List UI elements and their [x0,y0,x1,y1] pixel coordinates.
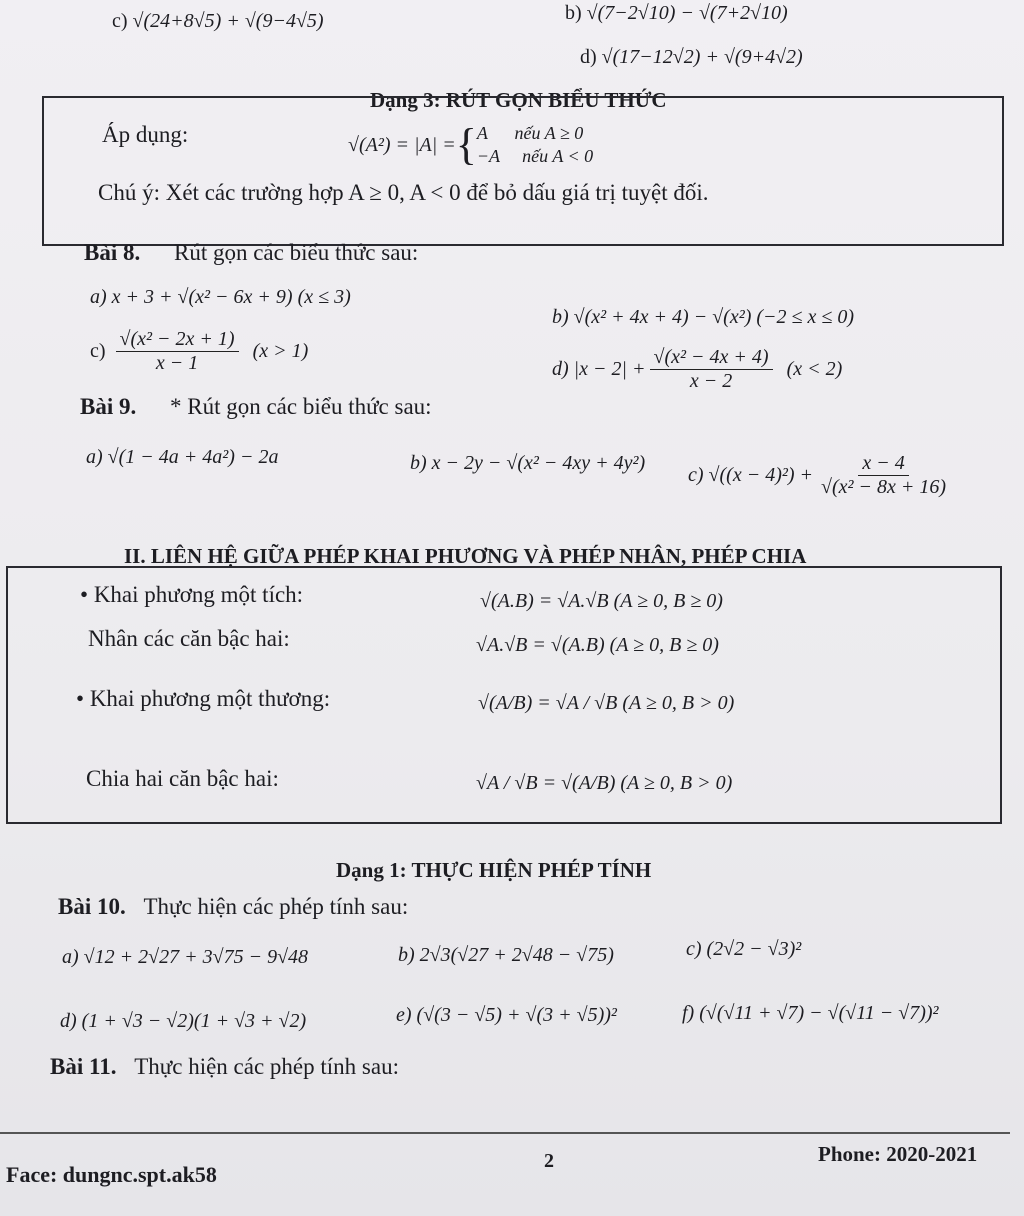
bai8-c-condition: (x > 1) [252,340,309,362]
bai9-c-label: c) √((x − 4)²) + [688,464,814,486]
bai8-d-numerator: √(x² − 4x + 4) [650,346,773,370]
bai8-b: b) √(x² + 4x + 4) − √(x²) (−2 ≤ x ≤ 0) [552,306,855,328]
footer-phone: Phone: 2020-2021 [818,1142,978,1166]
section2-row1 [80,582,303,608]
dang3-title: Dạng 3: RÚT GỌN BIỂU THỨC [370,88,667,112]
section2-row3-formula: √(A/B) = √A / √B (A ≥ 0, B > 0) [478,692,735,714]
bai8-a: a) x + 3 + √(x² − 6x + 9) (x ≤ 3) [90,286,351,308]
bai11-title-row [50,1054,399,1080]
section2-row4-label: Chia hai căn bậc hai: [86,766,279,791]
top-b-expr: √(7−2√10) − √(7+2√10) [586,2,788,24]
section2-row1-label: Khai phương một tích: [93,582,304,607]
dang3-apply-label: Áp dụng: [102,122,189,147]
bullet-icon: • [80,582,89,607]
top-b-label: b) [565,2,582,24]
bai11-heading: Bài 11. [50,1054,117,1079]
bai10-f: f) (√(√11 + √7) − √(√11 − √7))² [682,1002,939,1024]
dang3-cases [477,122,593,169]
bai8-d-fraction [650,346,773,393]
top-item-c [112,10,324,33]
top-d-expr: √(17−12√2) + √(9+4√2) [601,46,803,68]
bai10-prompt: Thực hiện các phép tính sau: [143,894,409,919]
bai8-heading: Bài 8. [84,240,141,265]
dang3-case2: −A nếu A < 0 [476,146,594,167]
bai8-prompt: Rút gọn các biểu thức sau: [173,240,419,265]
bai10-d: d) (1 + √3 − √2)(1 + √3 + √2) [60,1010,307,1032]
bai8-title-row [84,240,418,266]
bai9-b: b) x − 2y − √(x² − 4xy + 4y²) [410,452,646,474]
section2-row3-label: Khai phương một thương: [89,686,331,711]
top-item-b [565,2,788,25]
section2-title: II. LIÊN HỆ GIỮA PHÉP KHAI PHƯƠNG VÀ PHÉP NHÂN, PHÉP CHIA [124,544,807,568]
bai9-c-numerator: x − 4 [858,452,908,476]
dang3-formula [348,122,593,169]
top-c-expr: √(24+8√5) + √(9−4√5) [132,10,324,32]
bai9-title-row [80,394,432,420]
bai9-heading: Bài 9. [80,394,137,419]
bai10-title-row [58,894,408,920]
bai10-heading: Bài 10. [58,894,126,919]
bai8-d-denominator: x − 2 [689,370,733,392]
top-c-label: c) [112,10,128,32]
bai10-a: a) √12 + 2√27 + 3√75 − 9√48 [62,946,309,968]
brace-icon: { [455,120,477,170]
footer-face: Face: dungnc.spt.ak58 [6,1162,217,1187]
section2-row4-formula: √A / √B = √(A/B) (A ≥ 0, B > 0) [476,772,733,794]
bai8-c-label: c) [90,340,106,362]
section2-row1-formula: √(A.B) = √A.√B (A ≥ 0, B ≥ 0) [480,590,723,612]
dang3-note: Chú ý: Xét các trường hợp A ≥ 0, A < 0 để bỏ dấu giá trị tuyệt đối. [98,180,709,205]
dang1-title: Dạng 1: THỰC HIỆN PHÉP TÍNH [336,858,652,882]
dang3-case1: A nếu A ≥ 0 [476,123,584,143]
bai9-c [688,452,950,499]
bai8-d-label: d) |x − 2| + [552,358,646,380]
top-d-label: d) [580,46,597,68]
footer-page-number: 2 [544,1150,554,1172]
top-item-d [580,46,803,69]
section2-row2-formula: √A.√B = √(A.B) (A ≥ 0, B ≥ 0) [476,634,719,656]
bai9-c-fraction [817,452,950,499]
bullet-icon: • [76,686,85,711]
bai11-prompt: Thực hiện các phép tính sau: [134,1054,399,1079]
section2-row3 [76,686,330,712]
bai9-a: a) √(1 − 4a + 4a²) − 2a [86,446,279,468]
bai8-c-numerator: √(x² − 2x + 1) [116,328,239,352]
bai9-prompt: * Rút gọn các biểu thức sau: [169,394,432,419]
section2-row2-label: Nhân các căn bậc hai: [88,626,290,651]
bai10-e: e) (√(3 − √5) + √(3 + √5))² [396,1004,617,1026]
dang3-formula-left: √(A²) = |A| = [348,133,456,156]
bai8-c-fraction [116,328,239,375]
bai8-c-denominator: x − 1 [155,352,199,374]
bai8-d-condition: (x < 2) [786,358,843,380]
bai10-c: c) (2√2 − √3)² [686,938,802,960]
bai8-d [552,346,842,393]
bai10-b: b) 2√3(√27 + 2√48 − √75) [398,944,614,966]
footer-rule [0,1132,1010,1134]
dang3-box [42,96,1004,246]
bai9-c-denominator: √(x² − 8x + 16) [821,476,947,498]
bai8-c [90,328,308,375]
